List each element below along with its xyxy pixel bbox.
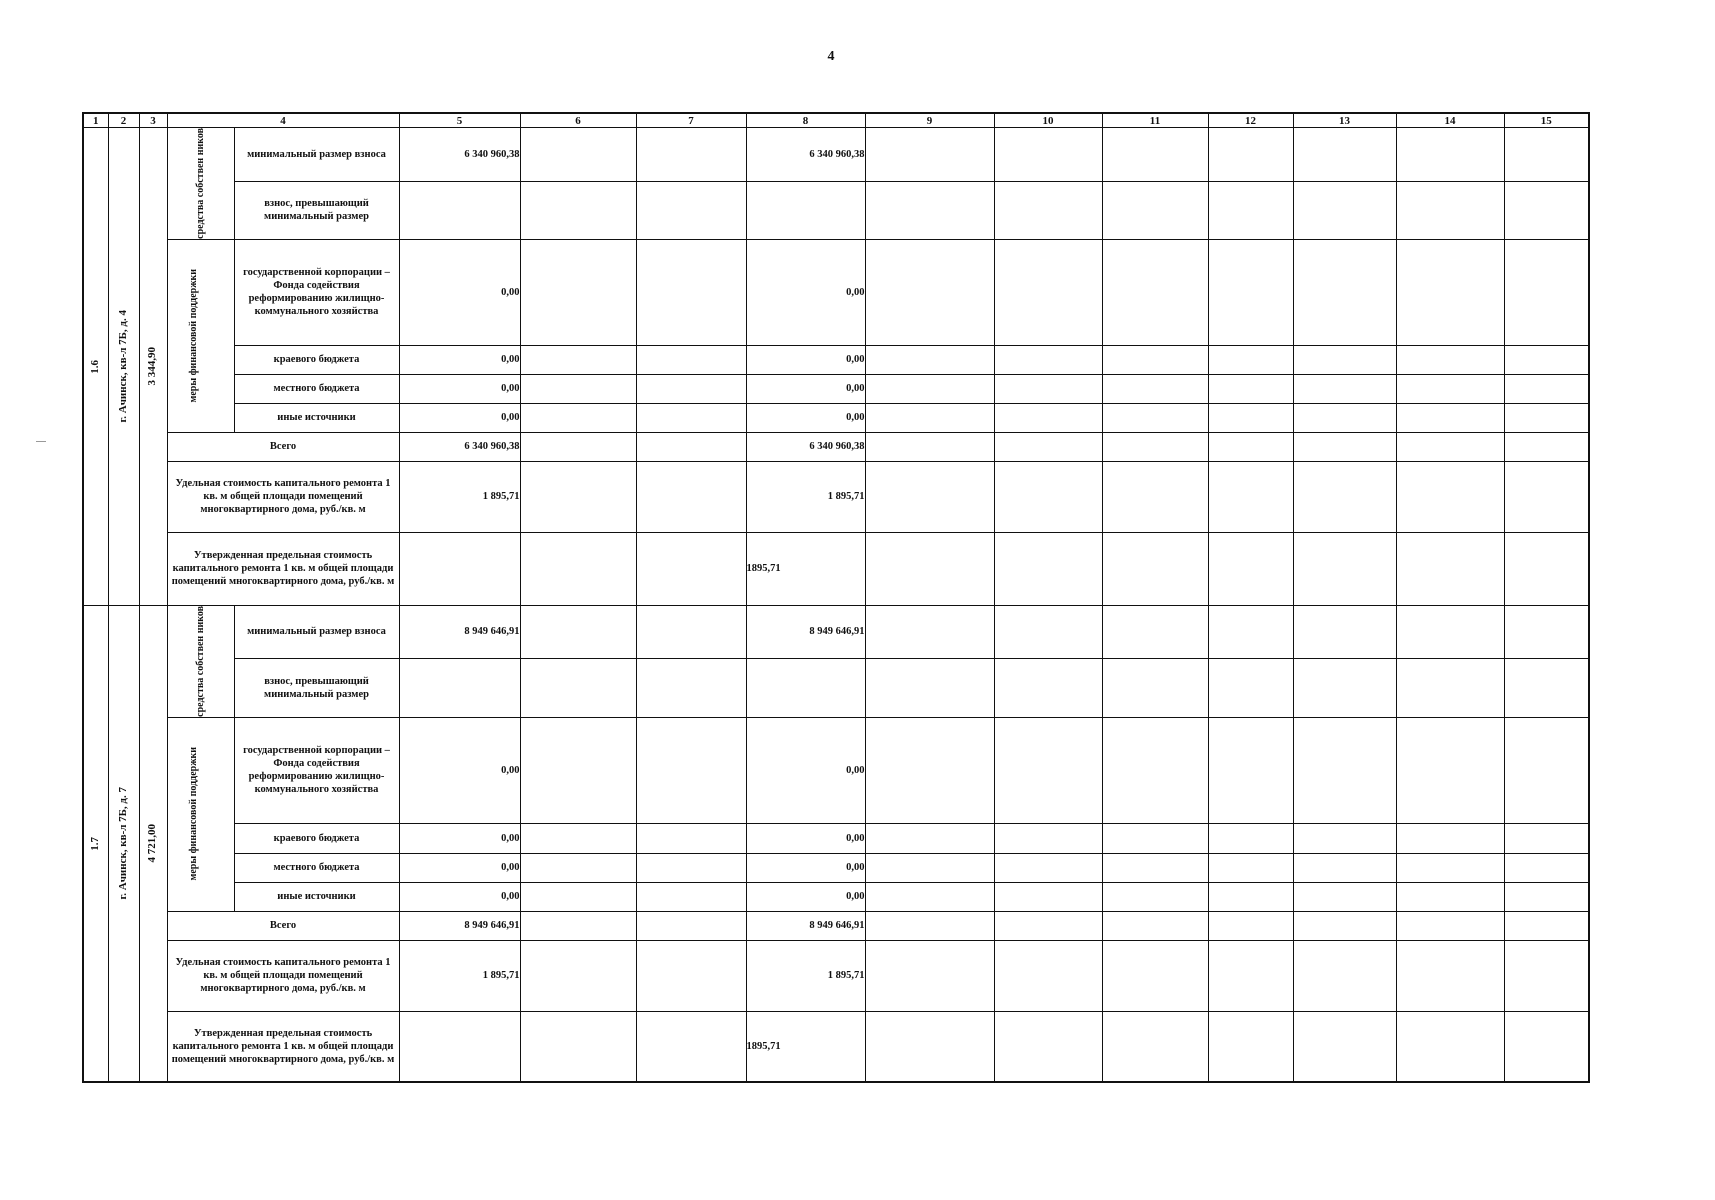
table-row [83,853,1589,882]
col-header-8: 8 [746,113,865,128]
support-group-label: меры финансовой поддержки [187,747,199,881]
col-header-7: 7 [636,113,746,128]
table-row [83,432,1589,461]
table-row [83,461,1589,532]
address: г. Ачинск, кв-л 7Б, д. 4 [116,310,129,423]
col5-value: 8 949 646,91 [399,605,520,658]
col8-value: 1 895,71 [746,940,865,1011]
row-label: взнос, превышающий минимальный размер [234,181,399,239]
row-label: местного бюджета [234,853,399,882]
col8-value: 0,00 [746,853,865,882]
col-header-4: 4 [167,113,399,128]
col5-value: 0,00 [399,239,520,345]
col5-value [399,1011,520,1082]
table-row [83,128,1589,182]
table-row [83,605,1589,658]
row-label: местного бюджета [234,374,399,403]
col5-value: 0,00 [399,823,520,853]
col5-value: 1 895,71 [399,461,520,532]
col8-value: 0,00 [746,239,865,345]
col5-value: 1 895,71 [399,940,520,1011]
row-number-cell [83,605,108,1082]
table-row [83,940,1589,1011]
col5-value [399,532,520,605]
row-label: минимальный размер взноса [234,128,399,182]
table-row [83,658,1589,717]
table-row [83,239,1589,345]
col5-value: 6 340 960,38 [399,128,520,182]
row-label: иные источники [234,403,399,432]
row-number-cell [83,128,108,606]
limit-cost-label: Утвержденная предельная стоимость капитального ремонта 1 кв. м общей площади помещений многоквартирного дома, руб./кв. м [167,1011,399,1082]
col5-value: 0,00 [399,882,520,911]
col-header-10: 10 [994,113,1102,128]
page-number: 4 [827,49,835,64]
unit-cost-label: Удельная стоимость капитального ремонта 1 кв. м общей площади помещений многоквартирного дома, руб./кв. м [167,461,399,532]
column-header-row [83,113,1589,128]
owners-group-label: средства собствен ников [194,128,206,239]
owners-group-cell [167,605,234,717]
table-row [83,374,1589,403]
col5-value: 8 949 646,91 [399,911,520,940]
col8-value: 0,00 [746,374,865,403]
col8-value: 1895,71 [746,1011,865,1082]
col5-value: 0,00 [399,717,520,823]
row-label: взнос, превышающий минимальный размер [234,658,399,717]
row-label: государственной корпорации – Фонда содействия реформированию жилищно-коммунального хозяйства [234,717,399,823]
col8-value: 0,00 [746,345,865,374]
col8-value: 8 949 646,91 [746,605,865,658]
col8-value [746,658,865,717]
support-group-label: меры финансовой поддержки [187,269,199,403]
col8-value: 6 340 960,38 [746,432,865,461]
limit-cost-label: Утвержденная предельная стоимость капитального ремонта 1 кв. м общей площади помещений многоквартирного дома, руб./кв. м [167,532,399,605]
table-row [83,403,1589,432]
table-row [83,181,1589,239]
col-header-15: 15 [1504,113,1589,128]
total-label: Всего [167,911,399,940]
col-header-1: 1 [83,113,108,128]
row-label: краевого бюджета [234,823,399,853]
col5-value: 0,00 [399,374,520,403]
col-header-14: 14 [1396,113,1504,128]
total-label: Всего [167,432,399,461]
area: 4 721,00 [146,824,159,863]
col5-value: 0,00 [399,345,520,374]
table-row [83,882,1589,911]
owners-group-cell [167,128,234,240]
col5-value: 0,00 [399,403,520,432]
col8-value [746,181,865,239]
support-group-cell [167,239,234,432]
col-header-9: 9 [865,113,994,128]
owners-group-label: средства собствен ников [194,605,206,717]
col-header-12: 12 [1208,113,1293,128]
row-label: краевого бюджета [234,345,399,374]
support-group-cell [167,717,234,911]
col-header-11: 11 [1102,113,1208,128]
col-header-3: 3 [139,113,167,128]
col5-value: 6 340 960,38 [399,432,520,461]
address-cell [108,605,139,1082]
col5-value [399,181,520,239]
capital-repair-table [82,112,1590,1083]
table-row [83,345,1589,374]
col-header-2: 2 [108,113,139,128]
col5-value [399,658,520,717]
address: г. Ачинск, кв-л 7Б, д. 7 [116,787,129,900]
col8-value: 0,00 [746,882,865,911]
address-cell [108,128,139,606]
col8-value: 8 949 646,91 [746,911,865,940]
unit-cost-label: Удельная стоимость капитального ремонта 1 кв. м общей площади помещений многоквартирного дома, руб./кв. м [167,940,399,1011]
col-header-13: 13 [1293,113,1396,128]
table-row [83,717,1589,823]
margin-mark [36,441,46,442]
table-row [83,532,1589,605]
row-label: иные источники [234,882,399,911]
col-header-6: 6 [520,113,636,128]
col8-value: 0,00 [746,823,865,853]
row-label: минимальный размер взноса [234,605,399,658]
area-cell [139,128,167,606]
row-number: 1.6 [88,359,101,374]
col-header-5: 5 [399,113,520,128]
row-label: государственной корпорации – Фонда содействия реформированию жилищно-коммунального хозяйства [234,239,399,345]
table-row [83,823,1589,853]
table-row [83,1011,1589,1082]
area: 3 344,90 [146,347,159,386]
col8-value: 1895,71 [746,532,865,605]
area-cell [139,605,167,1082]
table-row [83,911,1589,940]
col8-value: 1 895,71 [746,461,865,532]
col8-value: 6 340 960,38 [746,128,865,182]
col5-value: 0,00 [399,853,520,882]
col8-value: 0,00 [746,403,865,432]
col8-value: 0,00 [746,717,865,823]
row-number: 1.7 [88,836,101,851]
